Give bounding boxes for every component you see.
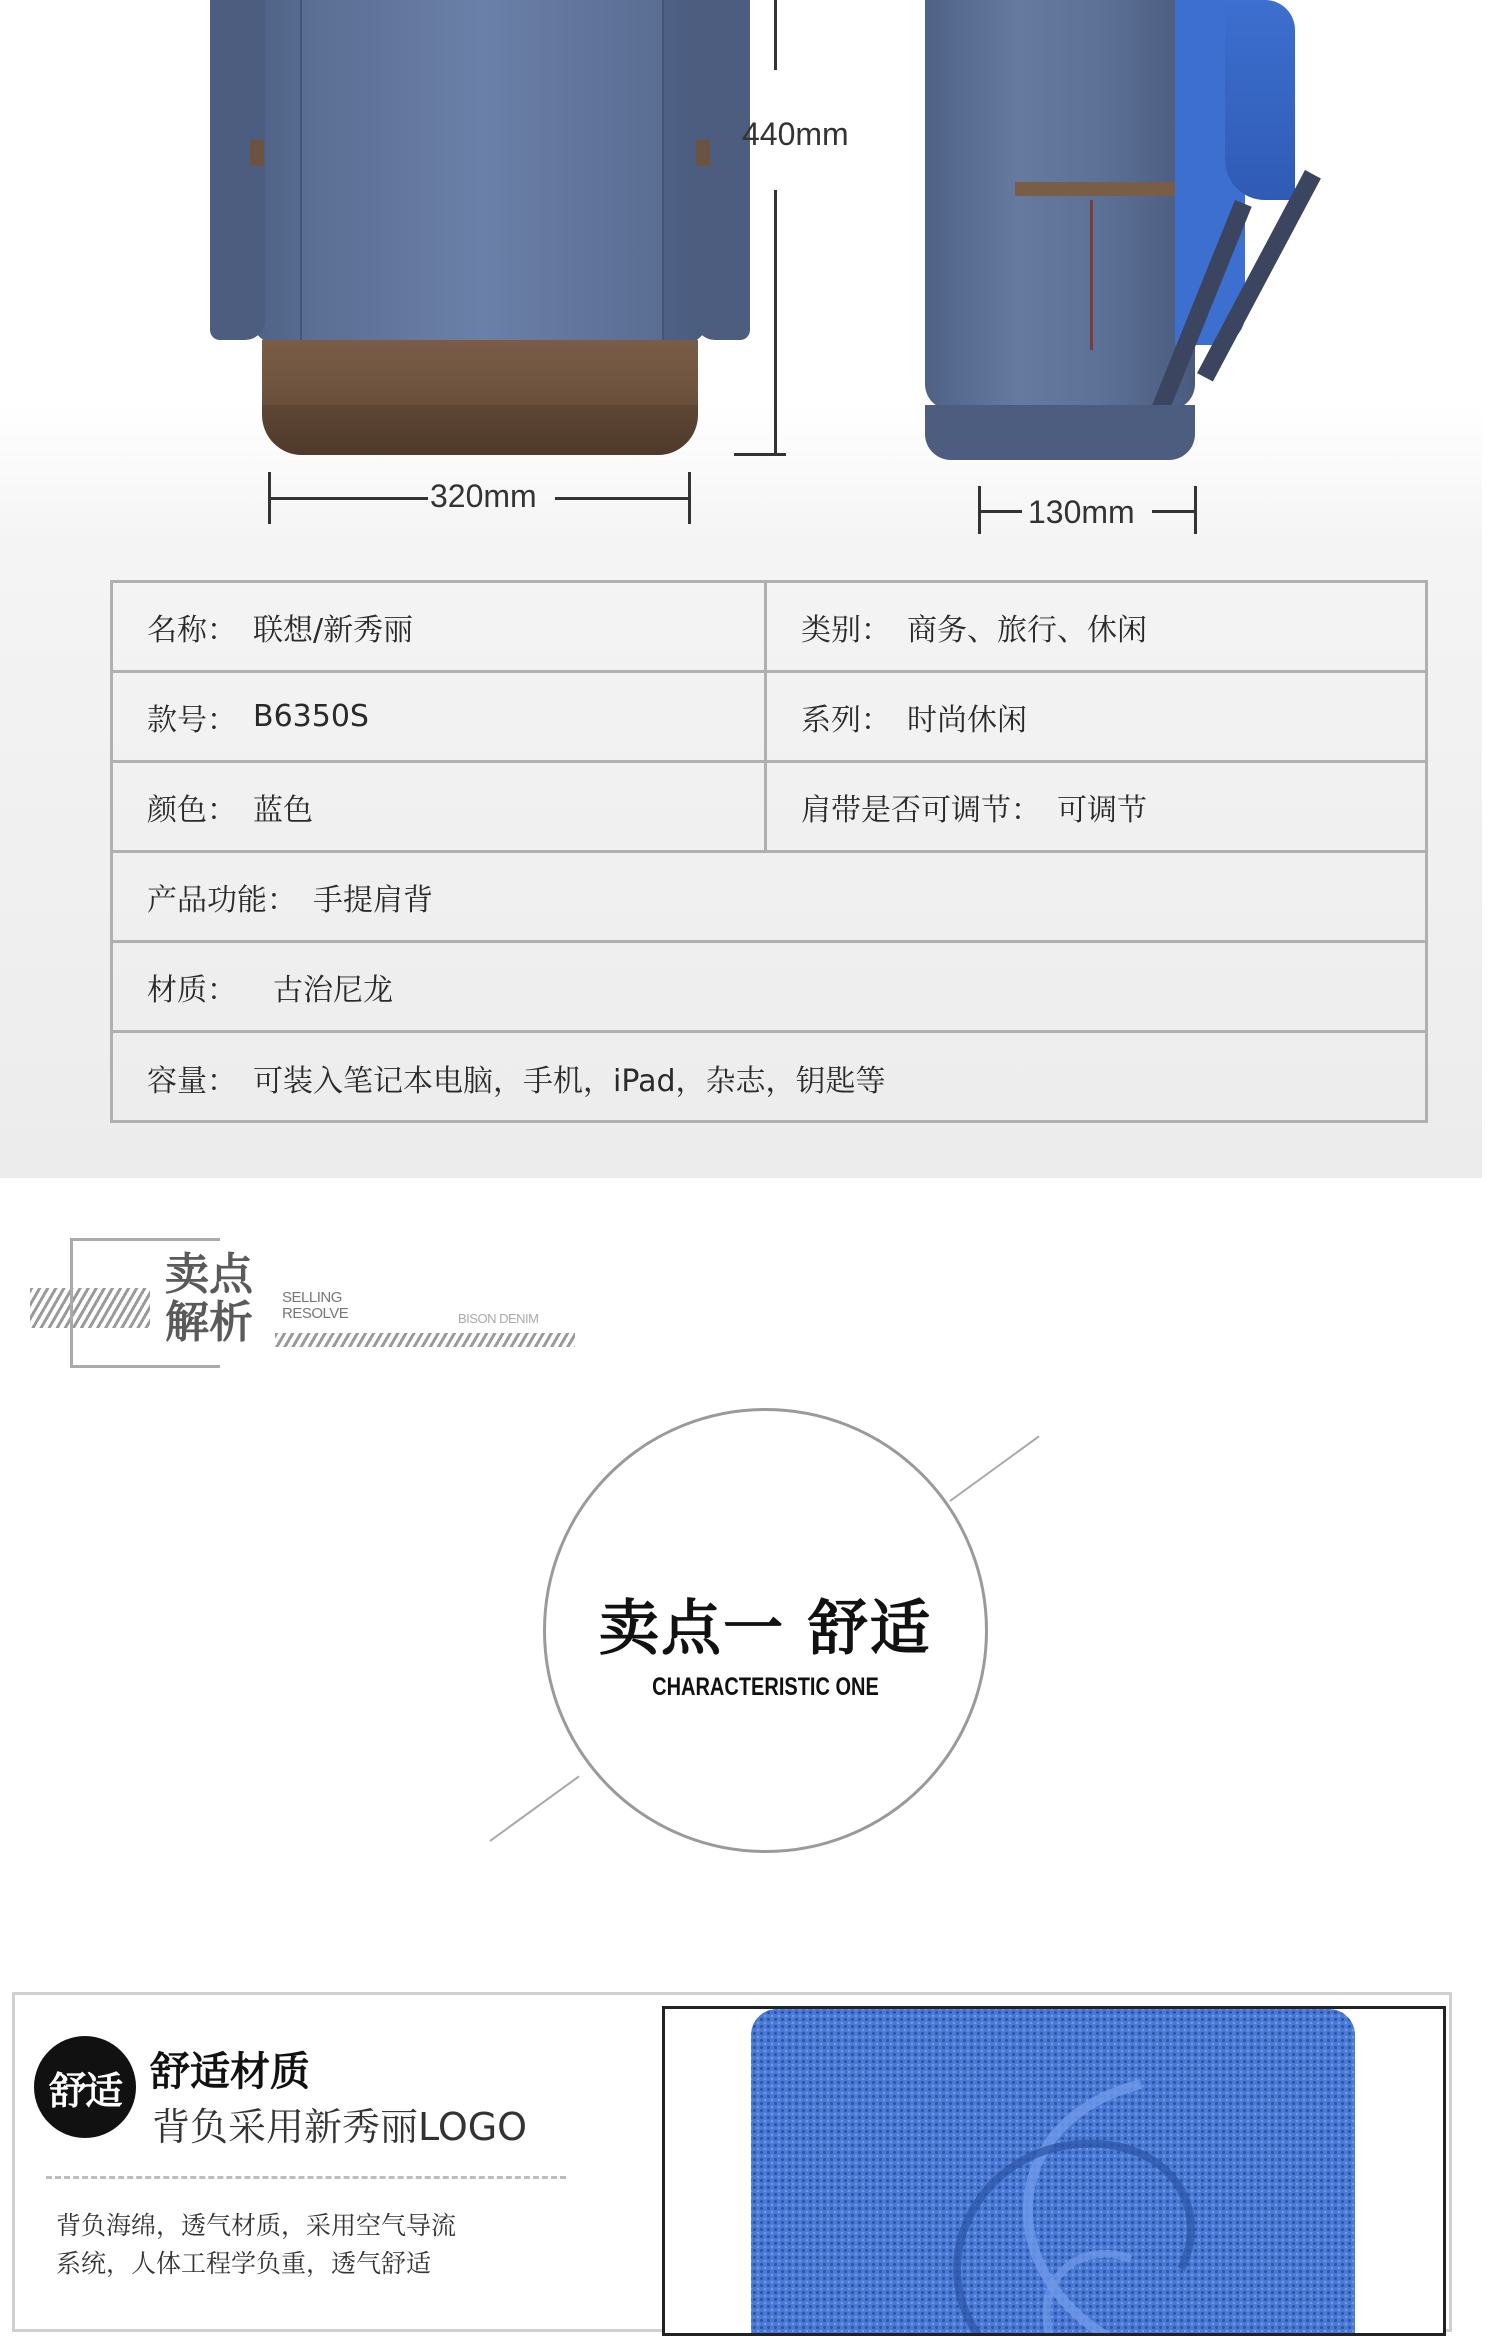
spec-row bbox=[113, 763, 1425, 853]
spec-cell-strap bbox=[767, 763, 1425, 850]
spec-cell-color bbox=[113, 763, 767, 850]
spec-cell-model bbox=[113, 673, 767, 760]
spec-cell-function bbox=[113, 853, 1425, 940]
spec-cell-category bbox=[767, 583, 1425, 670]
spec-table bbox=[110, 580, 1428, 1123]
spec-row bbox=[113, 583, 1425, 673]
depth-dimension-right-tick-overlay bbox=[1194, 486, 1197, 534]
header-en-line1: SELLING bbox=[282, 1289, 342, 1306]
spec-label: 容量： bbox=[147, 1064, 237, 1099]
spec-row bbox=[113, 1033, 1425, 1123]
feature-desc-line2: 系统，人体工程学负重，透气舒适 bbox=[56, 2249, 432, 2278]
comfort-badge: 舒适 bbox=[34, 2036, 136, 2138]
height-dimension-line-bottom bbox=[774, 190, 777, 405]
height-dimension-label: 440mm bbox=[742, 116, 849, 152]
spec-value: 古治尼龙 bbox=[273, 972, 393, 1008]
spec-label: 系列： bbox=[801, 702, 891, 738]
characteristic-title: 卖点一 舒适 bbox=[599, 1594, 932, 1664]
spec-label: 肩带是否可调节： bbox=[801, 792, 1041, 828]
backpack-front-bottom bbox=[262, 405, 698, 455]
header-en-line2: RESOLVE bbox=[282, 1305, 349, 1322]
spec-value: 可装入笔记本电脑，手机，iPad，杂志，钥匙等 bbox=[253, 1064, 886, 1099]
mesh-back-panel-image bbox=[751, 2009, 1355, 2336]
spec-label: 款号： bbox=[147, 702, 237, 738]
spec-cell-capacity bbox=[113, 1033, 1425, 1123]
spec-value: 商务、旅行、休闲 bbox=[907, 612, 1147, 648]
spec-value: B6350S bbox=[253, 699, 369, 734]
feature-title: 舒适材质 bbox=[150, 2049, 310, 2095]
depth-dimension-line-left-overlay bbox=[980, 510, 1022, 513]
backpack-front-leather-trim bbox=[262, 340, 698, 405]
spec-label: 材质： bbox=[147, 972, 237, 1008]
spec-value: 手提肩背 bbox=[313, 882, 433, 918]
spec-label: 产品功能： bbox=[147, 882, 297, 918]
spec-row bbox=[113, 943, 1425, 1033]
feature-subtitle: 背负采用新秀丽LOGO bbox=[152, 2105, 528, 2149]
backpack-front-side-tab-left bbox=[250, 140, 264, 166]
spec-label: 名称： bbox=[147, 612, 237, 648]
spec-value: 时尚休闲 bbox=[907, 702, 1027, 738]
backpack-side-zipper bbox=[1090, 200, 1093, 350]
backpack-front-right-strap bbox=[695, 0, 750, 340]
backpack-front-pocket bbox=[300, 0, 664, 345]
logo-emboss-icon bbox=[751, 2009, 1355, 2336]
depth-dimension-line-right-overlay bbox=[1152, 510, 1194, 513]
backpack-front-side-tab-right bbox=[696, 140, 710, 166]
header-cn-title-line1: 卖点 bbox=[165, 1249, 253, 1300]
header-cn-title-line2: 解析 bbox=[165, 1297, 253, 1348]
spec-cell-series bbox=[767, 673, 1425, 760]
height-dimension-cap-overlay bbox=[734, 453, 786, 456]
header-hatch-right bbox=[275, 1333, 575, 1347]
width-dimension-right-tick-overlay bbox=[688, 472, 691, 524]
diagonal-line-top bbox=[949, 1436, 1039, 1502]
spec-value: 可调节 bbox=[1057, 792, 1147, 828]
height-dimension-line-top bbox=[774, 0, 777, 70]
width-dimension-line-right-overlay bbox=[555, 497, 690, 500]
spec-value: 联想/新秀丽 bbox=[253, 612, 414, 648]
product-photo-section bbox=[0, 0, 1500, 405]
spec-row bbox=[113, 853, 1425, 943]
backpack-side-view bbox=[925, 0, 1395, 405]
spec-value: 蓝色 bbox=[253, 792, 313, 828]
spec-row bbox=[113, 673, 1425, 763]
width-dimension-line-left-overlay bbox=[270, 497, 428, 500]
characteristic-subtitle: CHARACTERISTIC ONE bbox=[652, 1673, 879, 1701]
height-dimension-line-bottom-overlay bbox=[774, 405, 777, 455]
feature-desc-line1: 背负海绵，透气材质，采用空气导流 bbox=[56, 2211, 457, 2240]
feature-dashed-divider bbox=[46, 2176, 566, 2179]
spec-label: 类别： bbox=[801, 612, 891, 648]
diagonal-line-bottom bbox=[489, 1776, 579, 1842]
depth-dimension-text: 130mm bbox=[1028, 494, 1135, 530]
spec-cell-material bbox=[113, 943, 1425, 1030]
backpack-front-view bbox=[210, 0, 750, 405]
spec-label: 颜色： bbox=[147, 792, 237, 828]
spec-cell-name bbox=[113, 583, 767, 670]
selling-section-header bbox=[30, 1238, 590, 1373]
backpack-front-left-strap bbox=[210, 0, 265, 340]
backpack-side-body bbox=[925, 0, 1195, 405]
characteristic-circle bbox=[543, 1408, 988, 1853]
width-dimension-text: 320mm bbox=[430, 478, 537, 514]
backpack-side-shoulder-strap bbox=[1225, 0, 1295, 200]
mesh-image-frame bbox=[662, 2006, 1446, 2336]
backpack-side-brown-band bbox=[1015, 182, 1175, 196]
header-brand: BISON DENIM bbox=[458, 1311, 539, 1326]
backpack-side-bottom bbox=[925, 405, 1195, 460]
